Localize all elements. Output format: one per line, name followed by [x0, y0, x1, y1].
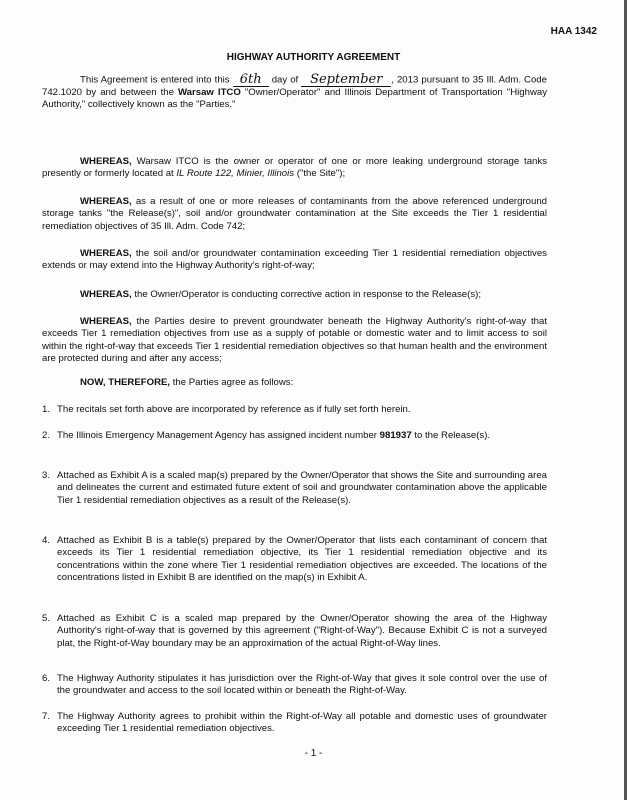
item-text: The recitals set forth above are incorporated by reference as if fully set forth herein. — [57, 404, 411, 415]
list-item — [42, 430, 547, 442]
whereas-keyword: WHEREAS, — [80, 316, 132, 327]
whereas-3 — [42, 248, 547, 273]
list-item — [42, 470, 547, 507]
day-field: 6th — [233, 74, 269, 87]
intro-paragraph — [42, 74, 547, 112]
intro-text-3: , 2013 pursuant to 35 Ill. Adm. Code 742.1020 by and between the — [42, 74, 547, 98]
month-field: September — [301, 74, 391, 87]
item-text: Attached as Exhibit C is a scaled map prepared by the Owner/Operator showing the area of the Highway Authority's right-of-way that is governed by this agreement ("Right-of-Way"). Because Exhibit C is not a surveyed plat, the Right-of-Way boundary may be an approximation of the actual Right-of-Way lines. — [57, 613, 547, 649]
owner-operator-name: Warsaw ITCO — [177, 87, 241, 98]
page-number: - 1 - — [304, 748, 323, 759]
now-therefore-keyword: NOW, THEREFORE, — [80, 377, 171, 388]
whereas-keyword: WHEREAS, — [80, 248, 132, 259]
item-text: Attached as Exhibit A is a scaled map(s) prepared by the Owner/Operator that shows the Site and surrounding area and delineates the current and estimated future extent of soil and groundwater contamination above the applicable Tier 1 residential remediation objectives as a result of the Release(s). — [57, 470, 547, 506]
item-number: 3. — [42, 470, 51, 481]
site-location: IL Route 122, Minier, Illinois — [176, 168, 295, 180]
item-number: 6. — [42, 673, 51, 684]
item-number: 7. — [42, 711, 51, 722]
list-item — [42, 404, 547, 416]
now-therefore — [42, 377, 547, 389]
whereas-keyword: WHEREAS, — [80, 156, 132, 167]
whereas-2-text: as a result of one or more releases of contaminants from the above referenced underground storage tanks "the Release(s)", soil and/or groundwater contamination at the Site exceeds the Tier 1 residential remediation objectives of 35 Ill. Adm. Code 742; — [42, 196, 548, 232]
whereas-4 — [42, 289, 547, 301]
whereas-1-text-end: ("the Site"); — [296, 168, 346, 180]
intro-text-4: "Owner/Operator" and Illinois Department of Transportation "Highway Authority," collectively known as the "Parties." — [42, 87, 548, 111]
list-item — [42, 711, 547, 736]
document-title: HIGHWAY AUTHORITY AGREEMENT — [226, 52, 401, 63]
list-item — [42, 613, 547, 650]
intro-text-1: This Agreement is entered into this — [80, 74, 230, 86]
whereas-keyword: WHEREAS, — [80, 289, 132, 300]
item-text: Attached as Exhibit B is a table(s) prepared by the Owner/Operator that lists each contaminant of concern that exceeds its Tier 1 residential remediation objective, its Tier 1 residential remediation objective and its concentrations within the zone where Tier 1 residential remediation objectives are exceeded. The locations of the concentrations listed in Exhibit B are identified on the map(s) in Exhibit A. — [57, 535, 547, 583]
now-therefore-text: the Parties agree as follows: — [172, 377, 294, 388]
item-text: The Highway Authority stipulates it has jurisdiction over the Right-of-Way that gives it sole control over the use of the groundwater and access to the soil located within or beneath the Right-of-Way. — [57, 673, 547, 697]
whereas-2 — [42, 196, 547, 233]
item-number: 1. — [42, 404, 51, 415]
item-number: 4. — [42, 535, 51, 546]
whereas-5-text: the Parties desire to prevent groundwater beneath the Highway Authority's right-of-way that exceeds Tier 1 remediation objectives from use as a supply of potable or domestic water and to limit access to soil within the right-of-way that exceeds Tier 1 residential remediation objectives so that human health and the environment are protected during and after any access; — [42, 316, 547, 364]
intro-text-2: day of — [271, 74, 299, 86]
incident-number: 981937 — [379, 430, 412, 441]
item-text: The Highway Authority agrees to prohibit within the Right-of-Way all potable and domestic uses of groundwater exceeding Tier 1 residential remediation objectives. — [57, 711, 547, 735]
item-number: 2. — [42, 430, 51, 441]
whereas-5 — [42, 316, 547, 365]
list-item — [42, 535, 547, 584]
whereas-3-text: the soil and/or groundwater contamination exceeding Tier 1 residential remediation objectives extends or may extend into the Highway Authority's right-of-way; — [42, 248, 547, 272]
whereas-keyword: WHEREAS, — [80, 196, 132, 207]
whereas-1-text: Warsaw ITCO is the owner or operator of one or more leaking underground storage tanks presently or formerly located at — [42, 156, 547, 180]
whereas-1 — [42, 156, 547, 181]
document-id: HAA 1342 — [550, 26, 597, 37]
item-text: The Illinois Emergency Management Agency has assigned incident number 981937 to the Release(s). — [57, 430, 491, 441]
whereas-4-text: the Owner/Operator is conducting corrective action in response to the Release(s); — [134, 289, 481, 300]
list-item — [42, 673, 547, 698]
item-number: 5. — [42, 613, 51, 624]
